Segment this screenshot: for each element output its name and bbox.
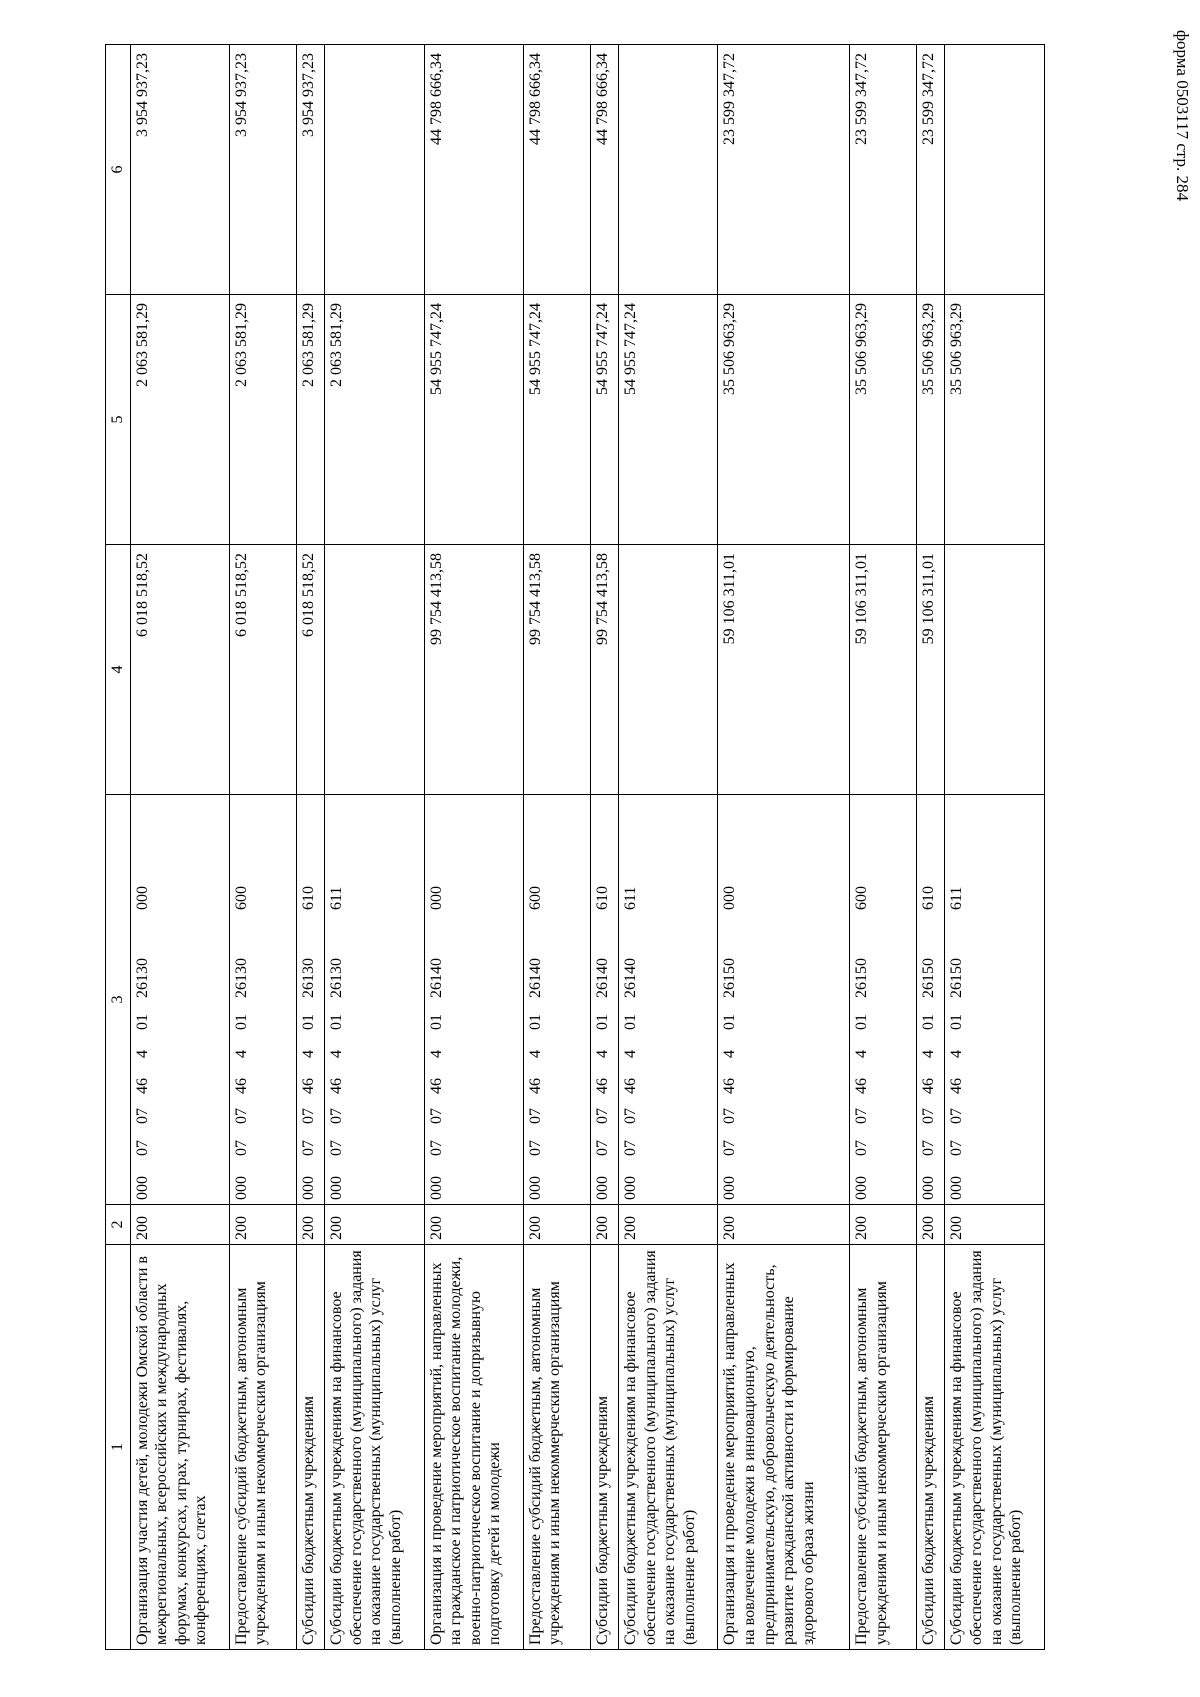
classification-code-part: 07 [721,1140,739,1156]
row-classification-code [130,795,229,1205]
row-executed-amount: 35 506 963,29 [917,295,945,545]
row-executed-amount: 2 063 581,29 [229,295,296,545]
classification-code-part: 4 [427,1050,445,1058]
row-classification-code [590,795,618,1205]
row-executed-amount: 35 506 963,29 [718,295,850,545]
classification-code-part: 46 [526,1078,544,1094]
classification-code-part: 000 [299,1176,317,1200]
row-unexecuted-amount: 23 599 347,72 [718,45,850,295]
table-row [325,45,424,1650]
rotated-table-container [105,45,1045,1650]
classification-code-part: 07 [427,1140,445,1156]
report-table [105,44,1045,1650]
row-unexecuted-amount: 3 954 937,23 [130,45,229,295]
table-row [945,45,1045,1650]
classification-code-part: 610 [299,886,317,910]
classification-code-part: 26140 [526,958,544,998]
row-name: Предоставление субсидий бюджетным, автономным учреждениям и иным некоммерческим организациям [229,1245,296,1650]
row-executed-amount: 54 955 747,24 [590,295,618,545]
classification-code-part: 46 [920,1078,938,1094]
row-code: 200 [590,1205,618,1245]
row-code: 200 [850,1205,917,1245]
classification-code-part: 01 [232,1014,250,1030]
row-code: 200 [130,1205,229,1245]
table-row [718,45,850,1650]
row-unexecuted-amount: 23 599 347,72 [917,45,945,295]
classification-code-part: 07 [948,1108,966,1124]
classification-code-part: 46 [593,1078,611,1094]
classification-code-part: 46 [853,1078,871,1094]
classification-code-part: 000 [622,1176,640,1200]
classification-code-part: 4 [526,1050,544,1058]
row-name: Субсидии бюджетным учреждениям [296,1245,324,1650]
classification-code-part: 07 [133,1108,151,1124]
column-header-2: 2 [106,1205,131,1245]
table-row [424,45,523,1650]
classification-code-part: 26140 [427,958,445,998]
classification-code-part: 000 [232,1176,250,1200]
row-code: 200 [619,1205,718,1245]
row-name: Субсидии бюджетным учреждениям [590,1245,618,1650]
classification-code-part: 46 [328,1078,346,1094]
classification-code-part: 46 [133,1078,151,1094]
row-name: Организация и проведение мероприятий, направленных на вовлечение молодежи в инновационную, предпринимательскую, добровольческую деятельность, развитие гражданской активности и формирование здорового образа жизни [718,1245,850,1650]
column-header-4: 4 [106,545,131,795]
row-approved-amount: 6 018 518,52 [229,545,296,795]
row-approved-amount: 99 754 413,58 [523,545,590,795]
column-header-3: 3 [106,795,131,1205]
row-approved-amount: 59 106 311,01 [917,545,945,795]
classification-code-part: 01 [853,1014,871,1030]
classification-code-part: 46 [948,1078,966,1094]
classification-code-part: 4 [593,1050,611,1058]
classification-code-part: 000 [853,1176,871,1200]
row-name: Организация и проведение мероприятий, направленных на гражданское и патриотическое воспитание молодежи, военно-патриотическое воспитание и допризывную подготовку детей и молодежи [424,1245,523,1650]
row-executed-amount: 2 063 581,29 [130,295,229,545]
row-executed-amount: 35 506 963,29 [945,295,1045,545]
classification-code-part: 000 [920,1176,938,1200]
classification-code-part: 26140 [622,958,640,998]
classification-code-part: 000 [328,1176,346,1200]
classification-code-part: 4 [721,1050,739,1058]
classification-code-part: 4 [299,1050,317,1058]
classification-code-part: 4 [853,1050,871,1058]
classification-code-part: 46 [232,1078,250,1094]
classification-code-part: 07 [526,1140,544,1156]
row-code: 200 [718,1205,850,1245]
classification-code-part: 07 [593,1108,611,1124]
classification-code-part: 26130 [133,958,151,998]
row-name: Субсидии бюджетным учреждениям на финансовое обеспечение государственного (муниципального) задания на оказание государственных (муниципальных) услуг (выполнение работ) [619,1245,718,1650]
row-unexecuted-amount: 44 798 666,34 [424,45,523,295]
classification-code-part: 600 [526,886,544,910]
classification-code-part: 07 [526,1108,544,1124]
classification-code-part: 000 [133,1176,151,1200]
classification-code-part: 000 [948,1176,966,1200]
classification-code-part: 610 [920,886,938,910]
classification-code-part: 01 [526,1014,544,1030]
row-classification-code [945,795,1045,1205]
classification-code-part: 07 [721,1108,739,1124]
classification-code-part: 000 [721,886,739,910]
row-executed-amount: 35 506 963,29 [850,295,917,545]
classification-code-part: 4 [622,1050,640,1058]
classification-code-part: 611 [622,886,640,910]
row-approved-amount: 59 106 311,01 [718,545,850,795]
row-code: 200 [296,1205,324,1245]
row-approved-amount [325,545,424,795]
classification-code-part: 07 [853,1140,871,1156]
row-classification-code [229,795,296,1205]
classification-code-part: 46 [427,1078,445,1094]
classification-code-part: 01 [920,1014,938,1030]
row-unexecuted-amount: 23 599 347,72 [850,45,917,295]
classification-code-part: 000 [721,1176,739,1200]
row-approved-amount: 59 106 311,01 [850,545,917,795]
classification-code-part: 07 [593,1140,611,1156]
classification-code-part: 611 [328,886,346,910]
column-header-6: 6 [106,45,131,295]
classification-code-part: 600 [853,886,871,910]
form-page-label: форма 0503117 стр. 284 [1173,30,1192,201]
row-classification-code [619,795,718,1205]
classification-code-part: 4 [133,1050,151,1058]
row-executed-amount: 54 955 747,24 [523,295,590,545]
row-approved-amount: 6 018 518,52 [130,545,229,795]
classification-code-part: 07 [920,1108,938,1124]
classification-code-part: 000 [427,1176,445,1200]
classification-code-part: 26140 [593,958,611,998]
classification-code-part: 07 [622,1108,640,1124]
table-row [619,45,718,1650]
classification-code-part: 01 [133,1014,151,1030]
row-unexecuted-amount [619,45,718,295]
classification-code-part: 01 [593,1014,611,1030]
classification-code-part: 26150 [948,958,966,998]
table-row [590,45,618,1650]
row-unexecuted-amount [945,45,1045,295]
classification-code-part: 4 [920,1050,938,1058]
row-name: Предоставление субсидий бюджетным, автономным учреждениям и иным некоммерческим организациям [850,1245,917,1650]
table-row [523,45,590,1650]
classification-code-part: 07 [299,1140,317,1156]
row-unexecuted-amount: 44 798 666,34 [523,45,590,295]
classification-code-part: 07 [920,1140,938,1156]
row-code: 200 [229,1205,296,1245]
classification-code-part: 01 [622,1014,640,1030]
classification-code-part: 26130 [299,958,317,998]
classification-code-part: 26150 [853,958,871,998]
row-classification-code [523,795,590,1205]
classification-code-part: 07 [328,1140,346,1156]
classification-code-part: 000 [427,886,445,910]
row-code: 200 [945,1205,1045,1245]
row-unexecuted-amount: 44 798 666,34 [590,45,618,295]
row-name: Организация участия детей, молодежи Омской области в межрегиональных, всероссийских и международных форумах, конкурсах, играх, турнирах, фестивалях, конференциях, слетах [130,1245,229,1650]
row-name: Субсидии бюджетным учреждениям [917,1245,945,1650]
column-header-5: 5 [106,295,131,545]
classification-code-part: 01 [721,1014,739,1030]
row-classification-code [424,795,523,1205]
row-classification-code [325,795,424,1205]
row-code: 200 [325,1205,424,1245]
classification-code-part: 07 [232,1108,250,1124]
classification-code-part: 46 [721,1078,739,1094]
classification-code-part: 4 [948,1050,966,1058]
row-name: Субсидии бюджетным учреждениям на финансовое обеспечение государственного (муниципального) задания на оказание государственных (муниципальных) услуг (выполнение работ) [945,1245,1045,1650]
classification-code-part: 07 [232,1140,250,1156]
row-executed-amount: 54 955 747,24 [619,295,718,545]
classification-code-part: 26150 [721,958,739,998]
classification-code-part: 01 [427,1014,445,1030]
classification-code-part: 07 [328,1108,346,1124]
classification-code-part: 610 [593,886,611,910]
row-approved-amount [945,545,1045,795]
row-executed-amount: 54 955 747,24 [424,295,523,545]
row-code: 200 [424,1205,523,1245]
classification-code-part: 000 [133,886,151,910]
column-header-1: 1 [106,1245,131,1650]
row-classification-code [718,795,850,1205]
row-executed-amount: 2 063 581,29 [296,295,324,545]
header-row [106,45,131,1650]
table-row [850,45,917,1650]
row-name: Субсидии бюджетным учреждениям на финансовое обеспечение государственного (муниципального) задания на оказание государственных (муниципальных) услуг (выполнение работ) [325,1245,424,1650]
classification-code-part: 000 [526,1176,544,1200]
table-row [229,45,296,1650]
row-approved-amount: 99 754 413,58 [424,545,523,795]
classification-code-part: 46 [622,1078,640,1094]
row-unexecuted-amount [325,45,424,295]
row-classification-code [296,795,324,1205]
classification-code-part: 07 [427,1108,445,1124]
row-unexecuted-amount: 3 954 937,23 [229,45,296,295]
classification-code-part: 07 [133,1140,151,1156]
classification-code-part: 611 [948,886,966,910]
row-code: 200 [917,1205,945,1245]
table-row [130,45,229,1650]
classification-code-part: 4 [232,1050,250,1058]
classification-code-part: 26130 [232,958,250,998]
classification-code-part: 07 [948,1140,966,1156]
classification-code-part: 07 [853,1108,871,1124]
row-classification-code [917,795,945,1205]
row-approved-amount: 6 018 518,52 [296,545,324,795]
classification-code-part: 07 [299,1108,317,1124]
classification-code-part: 4 [328,1050,346,1058]
classification-code-part: 26150 [920,958,938,998]
row-approved-amount [619,545,718,795]
table-row [917,45,945,1650]
table-row [296,45,324,1650]
classification-code-part: 01 [948,1014,966,1030]
row-name: Предоставление субсидий бюджетным, автономным учреждениям и иным некоммерческим организациям [523,1245,590,1650]
classification-code-part: 600 [232,886,250,910]
classification-code-part: 46 [299,1078,317,1094]
row-approved-amount: 99 754 413,58 [590,545,618,795]
row-classification-code [850,795,917,1205]
classification-code-part: 01 [299,1014,317,1030]
classification-code-part: 01 [328,1014,346,1030]
row-unexecuted-amount: 3 954 937,23 [296,45,324,295]
row-code: 200 [523,1205,590,1245]
classification-code-part: 000 [593,1176,611,1200]
classification-code-part: 26130 [328,958,346,998]
row-executed-amount: 2 063 581,29 [325,295,424,545]
classification-code-part: 07 [622,1140,640,1156]
